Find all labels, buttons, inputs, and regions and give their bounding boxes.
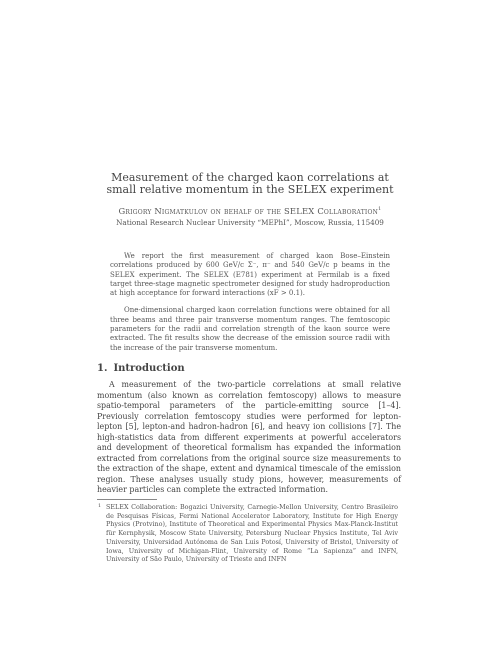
footnote-mark: 1 — [98, 503, 102, 509]
footnote-divider — [97, 499, 157, 500]
section-number: 1. — [97, 363, 108, 374]
footnote-text: SELEX Collaboration: Bogazici University, Carnegie-Mellon University, Centro Brasileiro de Pesquisas Físicas, Fermi National Accelerator Laboratory, Institute for High Energy Physics (Protvino), Institute of Theoretical and Experimental Physics Max-Planck-Institut für Kernphysik, Moscow State University, Petersburg Nuclear Physics Institute, Tel Aviv University, Universidad Autónoma de San Luis Potosí, University of Bristol, University of Iowa, University of Michigan-Flint, University of Rome “La Sapienza” and INFN, University of São Paulo, University of Trieste and INFN — [106, 503, 398, 564]
intro-paragraph: A measurement of the two-particle correlations at small relative momentum (also known as correlation femtoscopy) allows to measure spatio-temporal parameters of the particle-emitting source [1–4]. Previously correlation femtoscopy studies were performed for lepton-lepton [5], lepton-and hadron-hadron [6], and heavy ion collisions [7]. The high-statistics data from different experiments at powerful accelerators and development of theoretical formalism has expanded the information extracted from correlations from the original source size measurements to the extraction of the shape, extent and dynamical timescale of the emission region. These analyses usually study pions, however, measurements of heavier particles can complete the extracted information. — [97, 380, 401, 495]
author-line — [60, 204, 440, 216]
abstract-paragraph-2: One-dimensional charged kaon correlation functions were obtained for all three beams and three pair transverse momentum ranges. The femtoscopic parameters for the radii and correlation strength of the kaon source were extracted. The fit results show the decrease of the emission source radii with the increase of the pair transverse momentum. — [110, 306, 390, 352]
author-footnote-mark: 1 — [378, 206, 382, 212]
section-heading — [97, 363, 185, 374]
author-names: Grigory Nigmatkulov on behalf of the SELEX Collaboration — [118, 205, 379, 216]
footnote — [98, 503, 398, 564]
paper-title: Measurement of the charged kaon correlations at small relative momentum in the SELEX experiment — [106, 171, 394, 196]
abstract — [110, 252, 390, 361]
abstract-paragraph-1: We report the first measurement of charged kaon Bose–Einstein correlations produced by 600 GeV/c Σ⁻, π⁻ and 540 GeV/c p beams in the SELEX experiment. The SELEX (E781) experiment at Fermilab is a fixed target three-stage magnetic spectrometer designed for study hadroproduction at high acceptance for forward interactions (xF > 0.1). — [110, 252, 390, 298]
affiliation: National Research Nuclear University “MEPhI”, Moscow, Russia, 115409 — [116, 218, 384, 227]
section-title: Introduction — [113, 363, 185, 374]
